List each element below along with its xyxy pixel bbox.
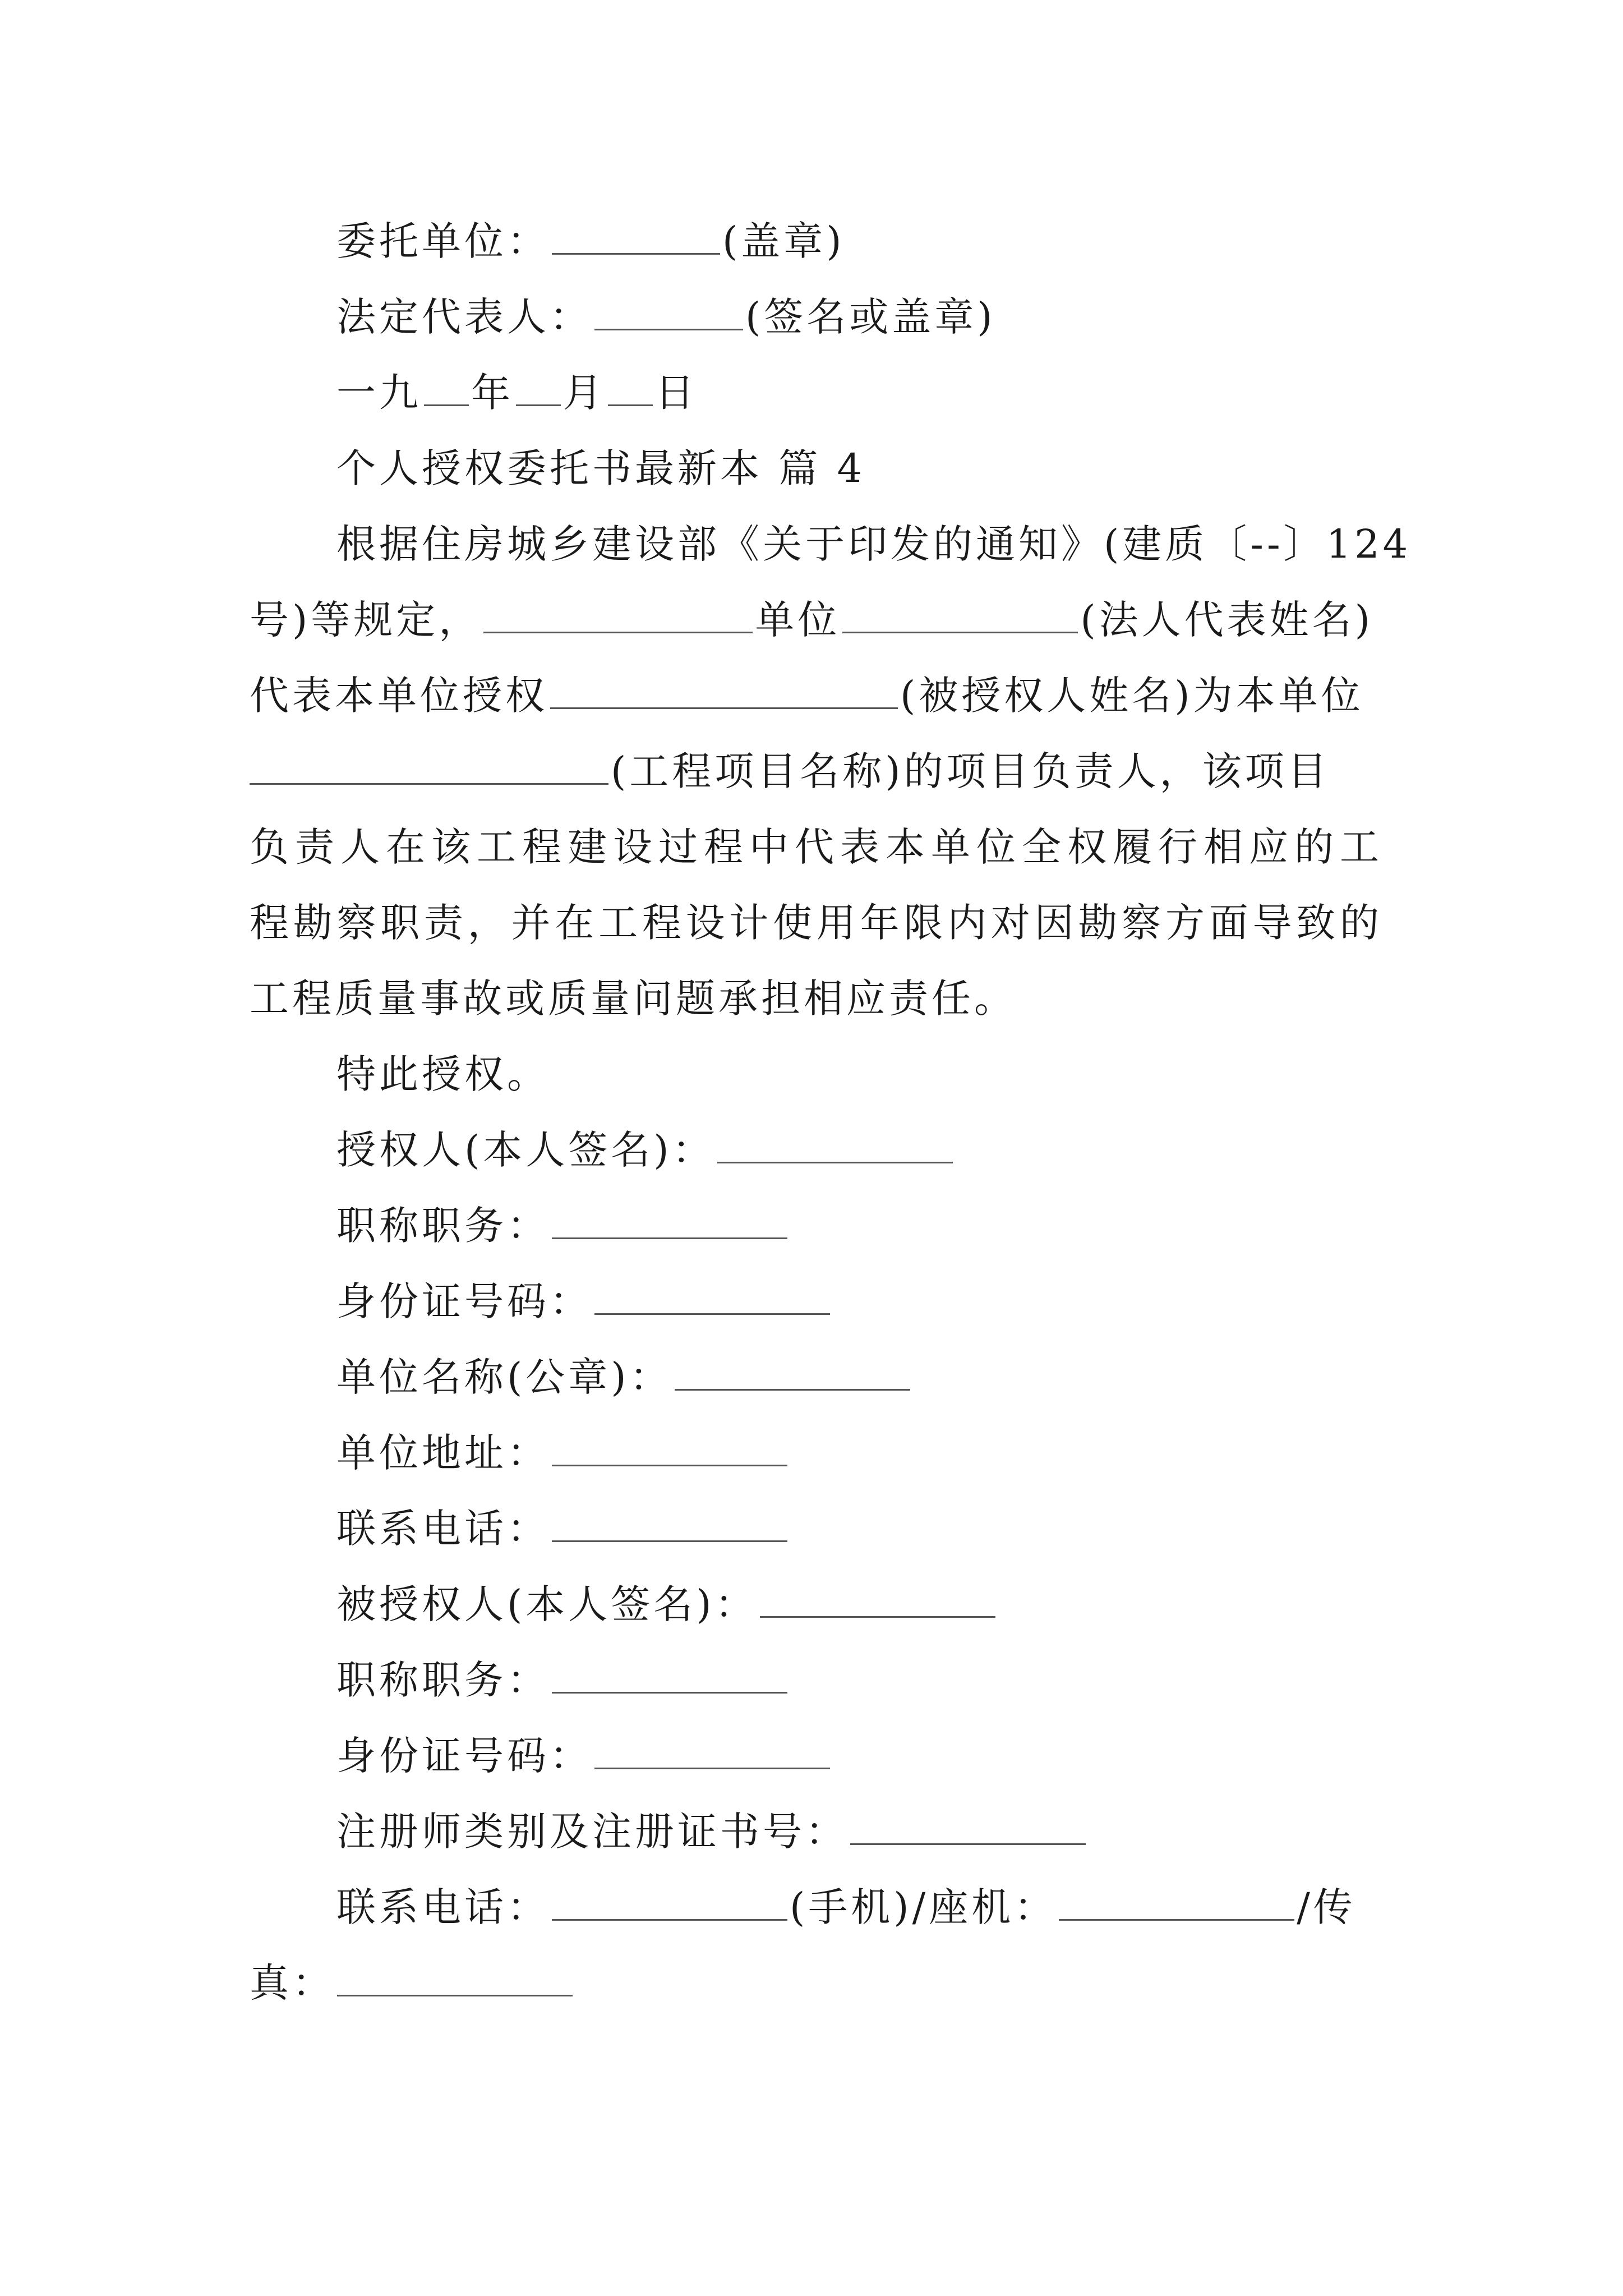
authorizer-id-line [336,1276,1382,1327]
cert-label: 注册师类别及注册证书号： [336,1809,848,1855]
date-month-label: 月 [563,370,606,416]
para-l4-text: (工程项目名称)的项目负责人，该项目 [611,748,1330,794]
authorized-phone-label: 联系电话： [336,1884,550,1930]
authorized-sign-blank[interactable] [760,1582,995,1618]
unit-address-blank[interactable] [552,1431,787,1466]
para-line-5: 负责人在该工程建设过程中代表本单位全权履行相应的工 [250,824,1382,870]
authorizer-title-label: 职称职务： [336,1203,550,1249]
legal-rep-blank[interactable] [594,295,743,330]
authorizer-title-line [336,1200,1382,1251]
authorized-name-blank[interactable] [550,674,898,709]
date-prefix: 一九 [336,370,422,416]
para-line-1: 根据住房城乡建设部《关于印发的通知》(建质〔--〕124 [336,521,1412,567]
authorized-title-blank[interactable] [552,1658,787,1694]
legal-rep-suffix: (签名或盖章) [745,294,996,340]
authorized-phone-line [336,1882,1382,1932]
mobile-blank[interactable] [552,1885,787,1921]
entrust-unit-suffix: (盖章) [722,218,845,264]
date-day-label: 日 [655,370,698,416]
para-l2-text-a: 号)等规定， [250,597,482,643]
special-authorization: 特此授权。 [336,1051,550,1097]
para-line-2 [250,595,1382,645]
para-l2-text-c: (法人代表姓名) [1080,597,1373,643]
unit-name-label: 单位名称(公章)： [336,1354,672,1400]
fax-line [250,1958,1382,2008]
project-name-blank[interactable] [250,749,608,785]
authorizer-title-blank[interactable] [552,1204,787,1239]
unit-name-line [336,1352,1382,1402]
date-line [336,367,1382,418]
date-month-blank[interactable] [516,371,561,406]
para-line-7: 工程质量事故或质量问题承担相应责任。 [250,976,1017,1022]
fax-blank[interactable] [337,1961,573,1996]
legal-name-blank[interactable] [842,598,1078,633]
para-l2-text-b: 单位 [755,597,841,643]
authorizer-sign-line [336,1125,1382,1175]
legal-rep-label: 法定代表人： [336,294,592,340]
authorized-sign-line [336,1579,1382,1630]
authorizer-id-label: 身份证号码： [336,1278,592,1324]
para-line-6: 程勘察职责，并在工程设计使用年限内对因勘察方面导致的 [250,900,1382,946]
para-line-3 [250,670,1382,721]
para-line-4 [250,746,1382,797]
authorized-sign-label: 被授权人(本人签名)： [336,1581,758,1627]
entrust-unit-blank[interactable] [552,219,720,255]
authorizer-sign-label: 授权人(本人签名)： [336,1127,715,1173]
date-year-label: 年 [471,370,514,416]
authorizer-phone-label: 联系电话： [336,1506,550,1552]
unit-blank[interactable] [483,598,753,633]
authorized-title-label: 职称职务： [336,1657,550,1703]
authorized-id-line [336,1731,1382,1781]
authorized-title-line [336,1655,1382,1705]
authorizer-id-blank[interactable] [594,1280,830,1315]
unit-address-line [336,1428,1382,1478]
para-l3-text-b: (被授权人姓名)为本单位 [900,673,1364,719]
landline-blank[interactable] [1059,1885,1294,1921]
unit-name-blank[interactable] [675,1355,910,1391]
landline-label: (手机)/座机： [790,1884,1057,1930]
authorized-id-label: 身份证号码： [336,1733,592,1779]
section-title: 个人授权委托书最新本 篇 4 [336,445,866,491]
cert-blank[interactable] [850,1810,1086,1845]
authorizer-phone-line [336,1503,1382,1554]
fax-label: 真： [250,1960,335,2006]
cert-line [336,1806,1382,1857]
date-day-blank[interactable] [608,371,653,406]
unit-address-label: 单位地址： [336,1430,550,1476]
entrust-unit-line [336,216,1382,266]
fax-prefix: /传 [1297,1884,1356,1930]
date-year-blank[interactable] [424,371,469,406]
authorizer-phone-blank[interactable] [552,1507,787,1542]
legal-rep-line [336,292,1382,342]
authorized-id-blank[interactable] [594,1734,830,1769]
para-l3-text-a: 代表本单位授权 [250,673,548,719]
entrust-unit-label: 委托单位： [336,218,550,264]
authorizer-sign-blank[interactable] [717,1128,953,1163]
